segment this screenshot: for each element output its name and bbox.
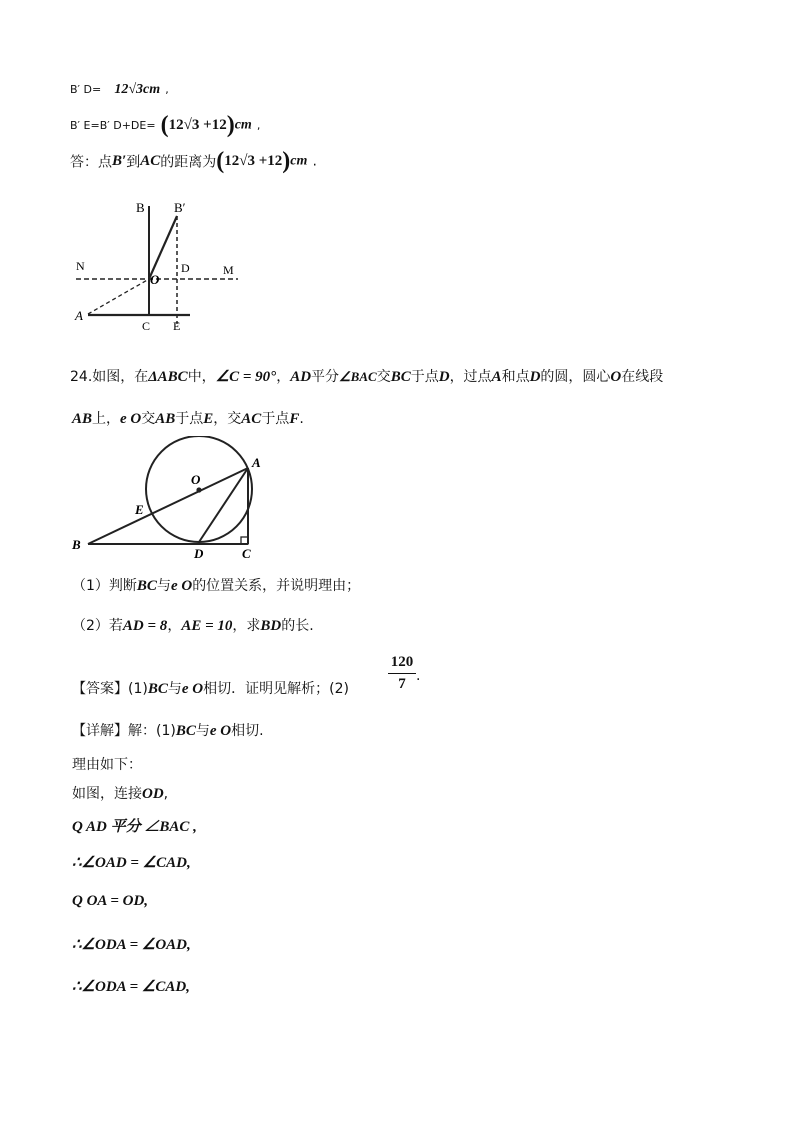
step-5: ∴∠ODA = ∠CAD, [72, 979, 190, 995]
bd-label: B′ D= [70, 83, 102, 96]
label-e: E [135, 502, 144, 517]
math: D [438, 369, 450, 385]
math: e O [209, 723, 232, 739]
step-4: ∴∠ODA = ∠OAD, [72, 937, 191, 953]
math: e O [181, 681, 204, 697]
math: OD [142, 786, 164, 802]
text: 的圆，圆心 [540, 369, 611, 385]
answer-line [72, 678, 349, 698]
text: 交 [376, 369, 391, 385]
answer-distance-line [70, 148, 317, 175]
question-2 [72, 615, 314, 635]
text: 相切．证明见解析；(2) [203, 681, 349, 697]
line-b2o [149, 216, 177, 279]
answer-fraction [388, 654, 416, 693]
problem-24-line-2 [72, 408, 304, 428]
period: . [312, 153, 317, 170]
math: ΔABC [148, 369, 188, 385]
label-e: E [173, 319, 181, 333]
math: AD = 8 [122, 618, 168, 634]
bd-line [70, 78, 169, 98]
math: BC [136, 578, 157, 594]
math: AB [72, 411, 93, 427]
text: 与 [156, 578, 171, 594]
text: 和点 [501, 369, 530, 385]
reason-text: 理由如下： [72, 757, 142, 773]
math: D [529, 369, 541, 385]
step-2: ∴∠OAD = ∠CAD, [72, 855, 191, 871]
text: ，求 [232, 618, 261, 634]
text: ， [167, 618, 182, 634]
label-c: C [142, 319, 151, 333]
be-label: B′ E=B′ D+DE= [70, 119, 156, 132]
fraction-denominator: 7 [398, 676, 406, 692]
label-o: O [150, 272, 160, 287]
text: 24.如图，在 [70, 369, 149, 385]
label-c: C [242, 546, 251, 561]
answer-period: . [416, 668, 421, 684]
text: , [163, 786, 169, 802]
text: 与 [167, 681, 182, 697]
step-1: Q AD 平分 ∠BAC , [72, 819, 197, 835]
text: 中， [187, 369, 216, 385]
text: 的位置关系，并说明理由； [192, 578, 361, 594]
paren-close: ) [226, 112, 235, 138]
label-b-prime: B′ [174, 200, 186, 215]
comma: , [256, 119, 261, 132]
be-value: 12√3 +12 [168, 117, 227, 133]
math: BC [147, 681, 168, 697]
comma: , [165, 83, 169, 96]
label-n: N [76, 259, 85, 273]
label-b: B [136, 200, 145, 215]
center-point-o [196, 487, 201, 492]
figure-1-diagram [60, 192, 260, 352]
answer-mid: 的距离为 [160, 154, 217, 171]
be-line [70, 112, 260, 139]
step-3: Q OA = OD, [72, 893, 149, 909]
math: E [203, 411, 214, 427]
paren-open: ( [160, 112, 169, 138]
math: BD [260, 618, 282, 634]
text: 相切. [231, 723, 264, 739]
text: 上， [92, 411, 121, 427]
fraction-numerator: 120 [390, 654, 414, 670]
math: ∠C = 90° [215, 369, 277, 385]
answer-point: B′ [112, 153, 127, 169]
paren-open: ( [216, 148, 225, 174]
bd-value: 12√3cm [114, 82, 161, 97]
question-1 [72, 575, 360, 595]
line-ao-dashed [88, 279, 149, 314]
math: A [491, 369, 502, 385]
answer-to: 到 [126, 154, 141, 171]
label-b: B [72, 537, 81, 552]
fraction-bar [388, 673, 416, 674]
label-a: A [252, 455, 261, 470]
label-o: O [191, 472, 201, 487]
text: . [299, 411, 304, 427]
label-d: D [181, 261, 190, 275]
figure-2-diagram [62, 436, 272, 566]
answer-line: AC [140, 153, 161, 169]
math: ∠BAC [339, 369, 377, 384]
math: AC [241, 411, 262, 427]
answer-value: 12√3 +12 [224, 153, 283, 169]
text: 于点 [410, 369, 439, 385]
text: 【详解】解：(1) [72, 723, 176, 739]
text: 交 [141, 411, 156, 427]
math: BC [175, 723, 196, 739]
connect-line [72, 783, 168, 803]
label-d: D [194, 546, 204, 561]
math: e O [170, 578, 193, 594]
label-m: M [223, 263, 234, 277]
text: 如图，连接 [72, 786, 142, 802]
text: 【答案】(1) [72, 681, 148, 697]
text: 在线段 [621, 369, 664, 385]
text: 于点 [175, 411, 204, 427]
math: AB [155, 411, 176, 427]
detail-line [72, 720, 264, 740]
math: O [610, 369, 622, 385]
text: （1）判断 [72, 578, 137, 594]
text: ， [276, 369, 291, 385]
text: 的长. [281, 618, 314, 634]
text: ，交 [213, 411, 242, 427]
math: AD [290, 369, 312, 385]
text: 于点 [261, 411, 290, 427]
answer-unit: cm [290, 153, 308, 169]
text: 平分 [311, 369, 340, 385]
text: ，过点 [449, 369, 492, 385]
math: AE = 10 [181, 618, 233, 634]
problem-24-line-1 [70, 366, 663, 386]
math: e O [120, 411, 142, 427]
paren-close: ) [282, 148, 291, 174]
text: 与 [195, 723, 210, 739]
right-angle-mark [241, 537, 248, 544]
math: BC [390, 369, 411, 385]
math: F [289, 411, 300, 427]
label-a: A [75, 308, 83, 323]
text: （2）若 [72, 618, 123, 634]
be-unit: cm [234, 117, 252, 133]
answer-prefix: 答：点 [70, 154, 112, 171]
